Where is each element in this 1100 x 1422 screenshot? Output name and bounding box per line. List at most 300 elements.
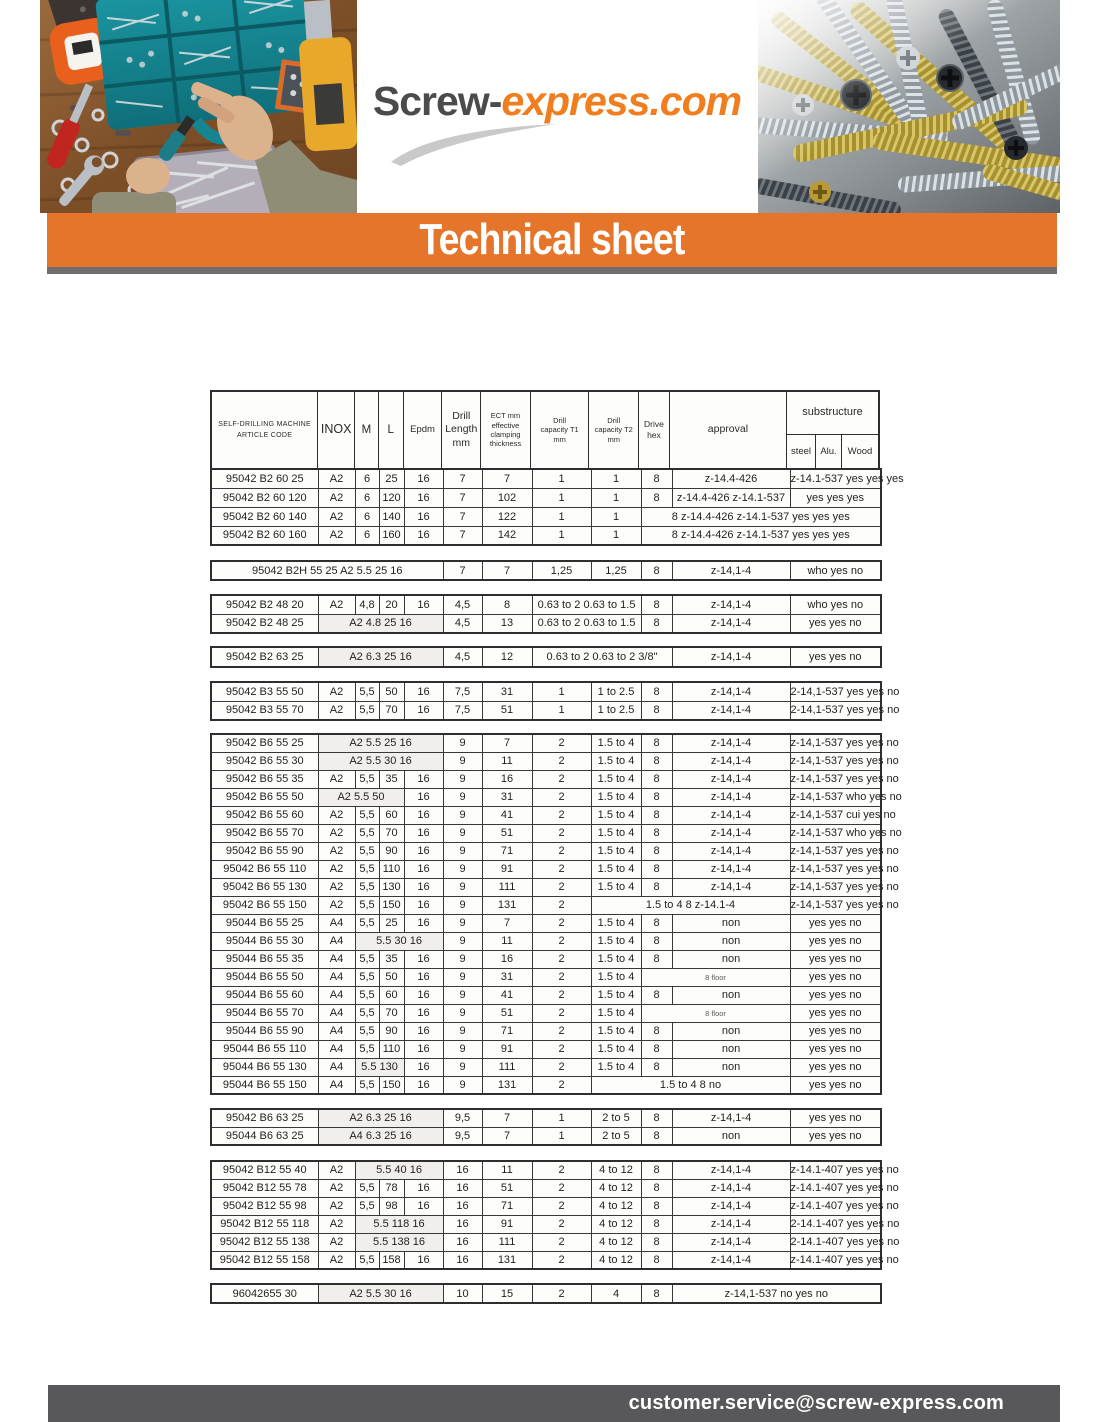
table-cell: 16	[482, 950, 532, 968]
technical-sheet-banner	[47, 213, 1057, 267]
table-cell: 16	[404, 950, 443, 968]
table-cell: yes yes no	[790, 932, 881, 950]
table-cell: 4	[591, 1284, 641, 1303]
table-row	[211, 469, 881, 488]
table-cell: z-14.4-426 z-14.1-537	[672, 488, 790, 507]
table-cell: 16	[404, 914, 443, 932]
table-cell: 122	[482, 507, 532, 526]
table-cell: A2	[318, 842, 355, 860]
table-section	[210, 468, 904, 546]
table-cell: A2 5.5 30 16	[318, 752, 443, 770]
table-cell: 7	[482, 1127, 532, 1145]
table-cell: 4 to 12	[591, 1215, 641, 1233]
col-header-l: L	[379, 392, 404, 468]
table-section	[210, 1108, 882, 1146]
col-header-inox: INOX	[318, 392, 355, 468]
table-cell: 7	[482, 1109, 532, 1127]
table-cell: z-14,1-4	[672, 682, 790, 701]
table-cell: 8	[641, 682, 672, 701]
table-cell: 1	[532, 469, 591, 488]
table-cell: 51	[482, 824, 532, 842]
table-cell: 2-14,1-537 yes yes no	[790, 682, 881, 701]
table-cell: z-14,1-537 no yes no	[672, 1284, 881, 1303]
spec-table	[210, 390, 904, 1304]
table-cell: 1	[591, 469, 641, 488]
table-cell: 16	[404, 788, 443, 806]
table-row	[211, 986, 881, 1004]
table-cell: 51	[482, 701, 532, 720]
table-cell: A2	[318, 824, 355, 842]
table-cell: 8	[641, 734, 672, 752]
table-cell: 5.5 30 16	[355, 932, 443, 950]
table-cell: A4 6.3 25 16	[318, 1127, 443, 1145]
table-cell: 6	[355, 526, 379, 545]
col-header-t1: Drill capacity T1 mm	[531, 392, 590, 468]
table-cell: 158	[379, 1251, 404, 1269]
table-cell: 7	[443, 469, 482, 488]
table-cell: 95042 B2 60 160	[211, 526, 318, 545]
table-cell: 16	[404, 860, 443, 878]
table-cell: 16	[443, 1251, 482, 1269]
logo-screw: Screw-	[372, 78, 502, 124]
table-cell: yes yes no	[790, 1058, 881, 1076]
col-header-article: SELF-DRILLING MACHINE ARTICLE CODE	[212, 392, 318, 468]
table-cell: z-14.4-426	[672, 469, 790, 488]
table-cell: 16	[404, 896, 443, 914]
table-cell: 60	[379, 806, 404, 824]
table-cell: A4	[318, 968, 355, 986]
table-cell: 1,25	[532, 561, 591, 580]
table-cell: 41	[482, 806, 532, 824]
table-cell: 7	[443, 561, 482, 580]
table-cell: A4	[318, 914, 355, 932]
table-row	[211, 1179, 881, 1197]
table-cell: yes yes no	[790, 1109, 881, 1127]
table-cell: 2	[532, 986, 591, 1004]
table-cell: 9	[443, 950, 482, 968]
table-cell: 1.5 to 4	[591, 950, 641, 968]
table-row	[211, 561, 881, 580]
table-cell: 8	[641, 860, 672, 878]
workbench-photo	[40, 0, 357, 213]
table-cell: 16	[404, 507, 443, 526]
table-cell: 4 to 12	[591, 1179, 641, 1197]
table-cell: 8	[641, 1197, 672, 1215]
table-cell: 1.5 to 4	[591, 842, 641, 860]
table-cell: 95042 B12 55 78	[211, 1179, 318, 1197]
col-header-wood: Wood	[841, 435, 878, 468]
table-cell: 1	[532, 701, 591, 720]
table-cell: 1.5 to 4	[591, 752, 641, 770]
table-cell: 16	[404, 878, 443, 896]
table-cell: A2	[318, 526, 355, 545]
table-cell: z-14,1-4	[672, 614, 790, 633]
table-cell: z-14,1-4	[672, 860, 790, 878]
table-cell: z-14.1-407 yes yes no	[790, 1179, 881, 1197]
table-cell: 2	[532, 1215, 591, 1233]
table-cell: 8	[641, 986, 672, 1004]
table-cell: yes yes no	[790, 986, 881, 1004]
col-header-steel: steel	[790, 445, 812, 457]
table-cell: z-14,1-4	[672, 806, 790, 824]
table-cell: A2	[318, 1233, 355, 1251]
table-cell: 8	[641, 488, 672, 507]
table-cell: 16	[404, 770, 443, 788]
table-cell: 7	[443, 526, 482, 545]
table-cell: 16	[404, 806, 443, 824]
table-cell: 131	[482, 896, 532, 914]
table-cell: 160	[379, 526, 404, 545]
table-cell: 1.5 to 4	[591, 1040, 641, 1058]
table-cell: 5,5	[355, 878, 379, 896]
table-cell: 70	[379, 701, 404, 720]
table-cell: 4,5	[443, 614, 482, 633]
table-row	[211, 860, 881, 878]
table-cell: 6	[355, 507, 379, 526]
table-section	[210, 681, 900, 721]
table-cell: 95042 B6 55 50	[211, 788, 318, 806]
table-cell: z-14,1-4	[672, 561, 790, 580]
table-cell: 2	[532, 968, 591, 986]
table-cell: 16	[443, 1215, 482, 1233]
table-cell: 2	[532, 860, 591, 878]
table-cell: 1.5 to 4	[591, 986, 641, 1004]
table-row	[211, 734, 881, 752]
table-cell: z-14,1-537 who yes no	[790, 788, 881, 806]
table-row	[211, 770, 881, 788]
table-cell: non	[672, 986, 790, 1004]
table-cell: 7	[482, 914, 532, 932]
table-cell: 5,5	[355, 1022, 379, 1040]
table-cell: 111	[482, 1233, 532, 1251]
table-cell: 4 to 12	[591, 1233, 641, 1251]
table-cell: non	[672, 1058, 790, 1076]
table-cell: 95042 B2 60 25	[211, 469, 318, 488]
table-cell: 4,5	[443, 595, 482, 614]
table-cell: 0.63 to 2 0.63 to 1.5	[532, 614, 641, 633]
table-cell: 9	[443, 896, 482, 914]
table-cell: 130	[379, 878, 404, 896]
logo-express: express.com	[501, 78, 742, 124]
table-cell: yes yes no	[790, 968, 881, 986]
table-cell: 95042 B6 55 110	[211, 860, 318, 878]
table-cell: z-14,1-4	[672, 1161, 790, 1179]
table-cell: non	[672, 950, 790, 968]
table-cell: 90	[379, 1022, 404, 1040]
table-cell: 16	[404, 986, 443, 1004]
table-cell: 95042 B3 55 50	[211, 682, 318, 701]
table-cell: A2	[318, 1197, 355, 1215]
table-cell: 8	[641, 914, 672, 932]
table-cell: z-14,1-537 who yes no	[790, 824, 881, 842]
table-cell: z-14.1-407 yes yes no	[790, 1251, 881, 1269]
table-cell: 31	[482, 968, 532, 986]
table-cell: 1.5 to 4	[591, 932, 641, 950]
table-section	[210, 560, 882, 581]
table-cell: z-14,1-4	[672, 878, 790, 896]
table-cell: 5,5	[355, 701, 379, 720]
table-cell: 2	[532, 932, 591, 950]
table-cell: 95042 B12 55 40	[211, 1161, 318, 1179]
table-row	[211, 526, 881, 545]
table-cell: 2	[532, 1233, 591, 1251]
table-cell: 31	[482, 682, 532, 701]
table-cell: A4	[318, 1040, 355, 1058]
table-cell: 25	[379, 914, 404, 932]
table-cell: 95042 B12 55 98	[211, 1197, 318, 1215]
table-cell: yes yes no	[790, 914, 881, 932]
table-cell: 8	[641, 842, 672, 860]
table-cell: 2	[532, 950, 591, 968]
table-cell: 1 to 2.5	[591, 701, 641, 720]
table-cell: A2	[318, 469, 355, 488]
table-cell: 2	[532, 1040, 591, 1058]
table-cell: z-14,1-4	[672, 1233, 790, 1251]
table-row	[211, 488, 881, 507]
table-cell: 2	[532, 752, 591, 770]
table-cell: 2	[532, 1197, 591, 1215]
table-cell: 9,5	[443, 1109, 482, 1127]
table-cell: 11	[482, 932, 532, 950]
table-cell: 51	[482, 1004, 532, 1022]
table-cell: z-14,1-4	[672, 788, 790, 806]
table-cell: 110	[379, 1040, 404, 1058]
table-cell: 5,5	[355, 968, 379, 986]
table-cell: 16	[404, 1022, 443, 1040]
table-cell: 9	[443, 860, 482, 878]
table-row	[211, 701, 881, 720]
table-cell: 16	[404, 1251, 443, 1269]
table-cell: 102	[482, 488, 532, 507]
table-cell: 8	[641, 806, 672, 824]
table-cell: z-14,1-4	[672, 1109, 790, 1127]
table-cell: 31	[482, 788, 532, 806]
table-cell: yes yes no	[790, 647, 881, 667]
table-cell: A2	[318, 860, 355, 878]
table-cell: 2	[532, 1284, 591, 1303]
table-cell: 8	[641, 1179, 672, 1197]
table-cell: 8	[641, 1058, 672, 1076]
screws-photo	[758, 0, 1060, 213]
table-cell: 50	[379, 968, 404, 986]
table-cell: 6	[355, 488, 379, 507]
page-title: Technical sheet	[419, 215, 685, 264]
table-cell: 1.5 to 4	[591, 878, 641, 896]
table-cell: yes yes no	[790, 1076, 881, 1094]
table-cell: z-14,1-4	[672, 1251, 790, 1269]
table-cell: 9	[443, 788, 482, 806]
table-cell: 16	[443, 1179, 482, 1197]
table-cell: 4,5	[443, 647, 482, 667]
table-cell: 16	[404, 682, 443, 701]
table-cell: 1	[532, 1127, 591, 1145]
table-row	[211, 950, 881, 968]
table-cell: 1,25	[591, 561, 641, 580]
table-cell: z-14,1-4	[672, 1215, 790, 1233]
table-cell: 9	[443, 968, 482, 986]
table-cell: 41	[482, 986, 532, 1004]
logo	[357, 0, 757, 213]
col-header-m: M	[355, 392, 379, 468]
table-cell: 8	[641, 469, 672, 488]
table-cell: 2	[532, 788, 591, 806]
table-cell: 2	[532, 914, 591, 932]
footer-email: customer.service@screw-express.com	[628, 1392, 1004, 1414]
table-cell: 95042 B2 48 20	[211, 595, 318, 614]
table-cell: non	[672, 932, 790, 950]
table-cell: 16	[404, 1004, 443, 1022]
table-cell: 5.5 40 16	[355, 1161, 443, 1179]
table-row	[211, 1040, 881, 1058]
table-cell: 95042 B6 55 30	[211, 752, 318, 770]
table-cell: 5,5	[355, 896, 379, 914]
table-row	[211, 788, 881, 806]
table-row	[211, 752, 881, 770]
table-cell: 4,8	[355, 595, 379, 614]
table-row	[211, 1004, 881, 1022]
table-cell: 16	[404, 1076, 443, 1094]
table-cell: 5,5	[355, 842, 379, 860]
table-cell: z-14,1-537 yes yes no	[790, 842, 881, 860]
col-header-approval: approval	[670, 392, 787, 468]
table-cell: 16	[404, 1058, 443, 1076]
table-cell: A2 6.3 25 16	[318, 1109, 443, 1127]
table-cell: A2	[318, 1251, 355, 1269]
table-cell: 1	[591, 488, 641, 507]
table-cell: 1	[591, 526, 641, 545]
col-header-substructure	[787, 392, 878, 468]
table-cell: A2 5.5 25 16	[318, 734, 443, 752]
table-cell: 5,5	[355, 860, 379, 878]
table-cell: A2	[318, 595, 355, 614]
table-section	[210, 1283, 882, 1304]
table-cell: 16	[404, 526, 443, 545]
table-cell: z-14,1-537 yes yes no	[790, 752, 881, 770]
table-cell: 1.5 to 4	[591, 788, 641, 806]
table-cell: 1	[532, 682, 591, 701]
table-row	[211, 878, 881, 896]
table-cell: 1.5 to 4	[591, 806, 641, 824]
table-cell: 142	[482, 526, 532, 545]
table-cell: 50	[379, 682, 404, 701]
table-cell: 60	[379, 986, 404, 1004]
table-cell: 9	[443, 1004, 482, 1022]
table-cell: 70	[379, 1004, 404, 1022]
col-header-drive-hex: Drive hex	[639, 392, 670, 468]
table-cell: 2	[532, 1179, 591, 1197]
table-cell: 95042 B2H 55 25 A2 5.5 25 16	[211, 561, 443, 580]
table-cell: 16	[404, 968, 443, 986]
table-cell: non	[672, 1022, 790, 1040]
table-cell: 1.5 to 4	[591, 860, 641, 878]
table-cell: 2	[532, 878, 591, 896]
table-cell: A4	[318, 1058, 355, 1076]
table-cell: 2	[532, 824, 591, 842]
table-cell: 1	[532, 526, 591, 545]
table-cell: 95044 B6 55 90	[211, 1022, 318, 1040]
table-cell: 1.5 to 4	[591, 968, 641, 986]
table-cell: A2	[318, 507, 355, 526]
table-cell: 140	[379, 507, 404, 526]
table-cell: 4 to 12	[591, 1251, 641, 1269]
table-cell: 8 floor	[641, 1004, 790, 1022]
table-cell: 95042 B6 55 35	[211, 770, 318, 788]
table-cell: A4	[318, 932, 355, 950]
table-row	[211, 614, 881, 633]
table-cell: non	[672, 914, 790, 932]
table-row	[211, 1215, 881, 1233]
table-cell: 2	[532, 842, 591, 860]
table-cell: 150	[379, 896, 404, 914]
table-cell: 16	[443, 1161, 482, 1179]
table-cell: 11	[482, 1161, 532, 1179]
table-cell: 1 to 2.5	[591, 682, 641, 701]
table-cell: 9	[443, 770, 482, 788]
table-section	[210, 594, 882, 634]
table-cell: z-14.1-407 yes yes no	[790, 1161, 881, 1179]
table-row	[211, 1251, 881, 1269]
table-cell: 5,5	[355, 1197, 379, 1215]
table-cell: 12	[482, 647, 532, 667]
table-cell: 9	[443, 932, 482, 950]
table-cell: 11	[482, 752, 532, 770]
table-cell: 8	[641, 752, 672, 770]
table-cell: 71	[482, 1022, 532, 1040]
table-cell: A2	[318, 1179, 355, 1197]
table-cell: A2	[318, 682, 355, 701]
col-header-ect: ECT mm effective clamping thickness	[481, 392, 531, 468]
table-cell: 95042 B6 55 130	[211, 878, 318, 896]
table-cell: 15	[482, 1284, 532, 1303]
table-cell: 8	[641, 1022, 672, 1040]
logo-text	[357, 78, 757, 125]
workbench-illustration	[40, 0, 357, 213]
table-cell: z-14,1-4	[672, 595, 790, 614]
table-cell: 5,5	[355, 1040, 379, 1058]
table-cell: 110	[379, 860, 404, 878]
table-cell: 9	[443, 734, 482, 752]
table-cell: 16	[404, 469, 443, 488]
table-cell: 2	[532, 1058, 591, 1076]
table-cell: 9	[443, 1022, 482, 1040]
table-cell: 95042 B6 63 25	[211, 1109, 318, 1127]
table-cell: 95044 B6 55 150	[211, 1076, 318, 1094]
table-row	[211, 842, 881, 860]
table-cell: A4	[318, 950, 355, 968]
table-cell: A2	[318, 1161, 355, 1179]
table-cell: 8	[641, 1233, 672, 1251]
table-cell: z-14,1-4	[672, 1197, 790, 1215]
table-cell: 9	[443, 806, 482, 824]
table-cell: 78	[379, 1179, 404, 1197]
table-cell: 4 to 12	[591, 1197, 641, 1215]
table-cell: 95044 B6 55 70	[211, 1004, 318, 1022]
table-header	[210, 390, 880, 468]
table-cell: 8	[641, 1109, 672, 1127]
table-cell: 16	[482, 770, 532, 788]
table-cell: A4	[318, 1076, 355, 1094]
table-cell: 71	[482, 842, 532, 860]
table-cell: 95042 B2 60 140	[211, 507, 318, 526]
table-cell: A4	[318, 1022, 355, 1040]
table-row	[211, 507, 881, 526]
col-header-t2: Drill capacity T2 mm	[589, 392, 639, 468]
table-cell: 95042 B6 55 90	[211, 842, 318, 860]
table-cell: 13	[482, 614, 532, 633]
table-cell: 0.63 to 2 0.63 to 2 3/8"	[532, 647, 672, 667]
substructure-label: substructure	[787, 392, 878, 435]
table-cell: yes yes no	[790, 950, 881, 968]
